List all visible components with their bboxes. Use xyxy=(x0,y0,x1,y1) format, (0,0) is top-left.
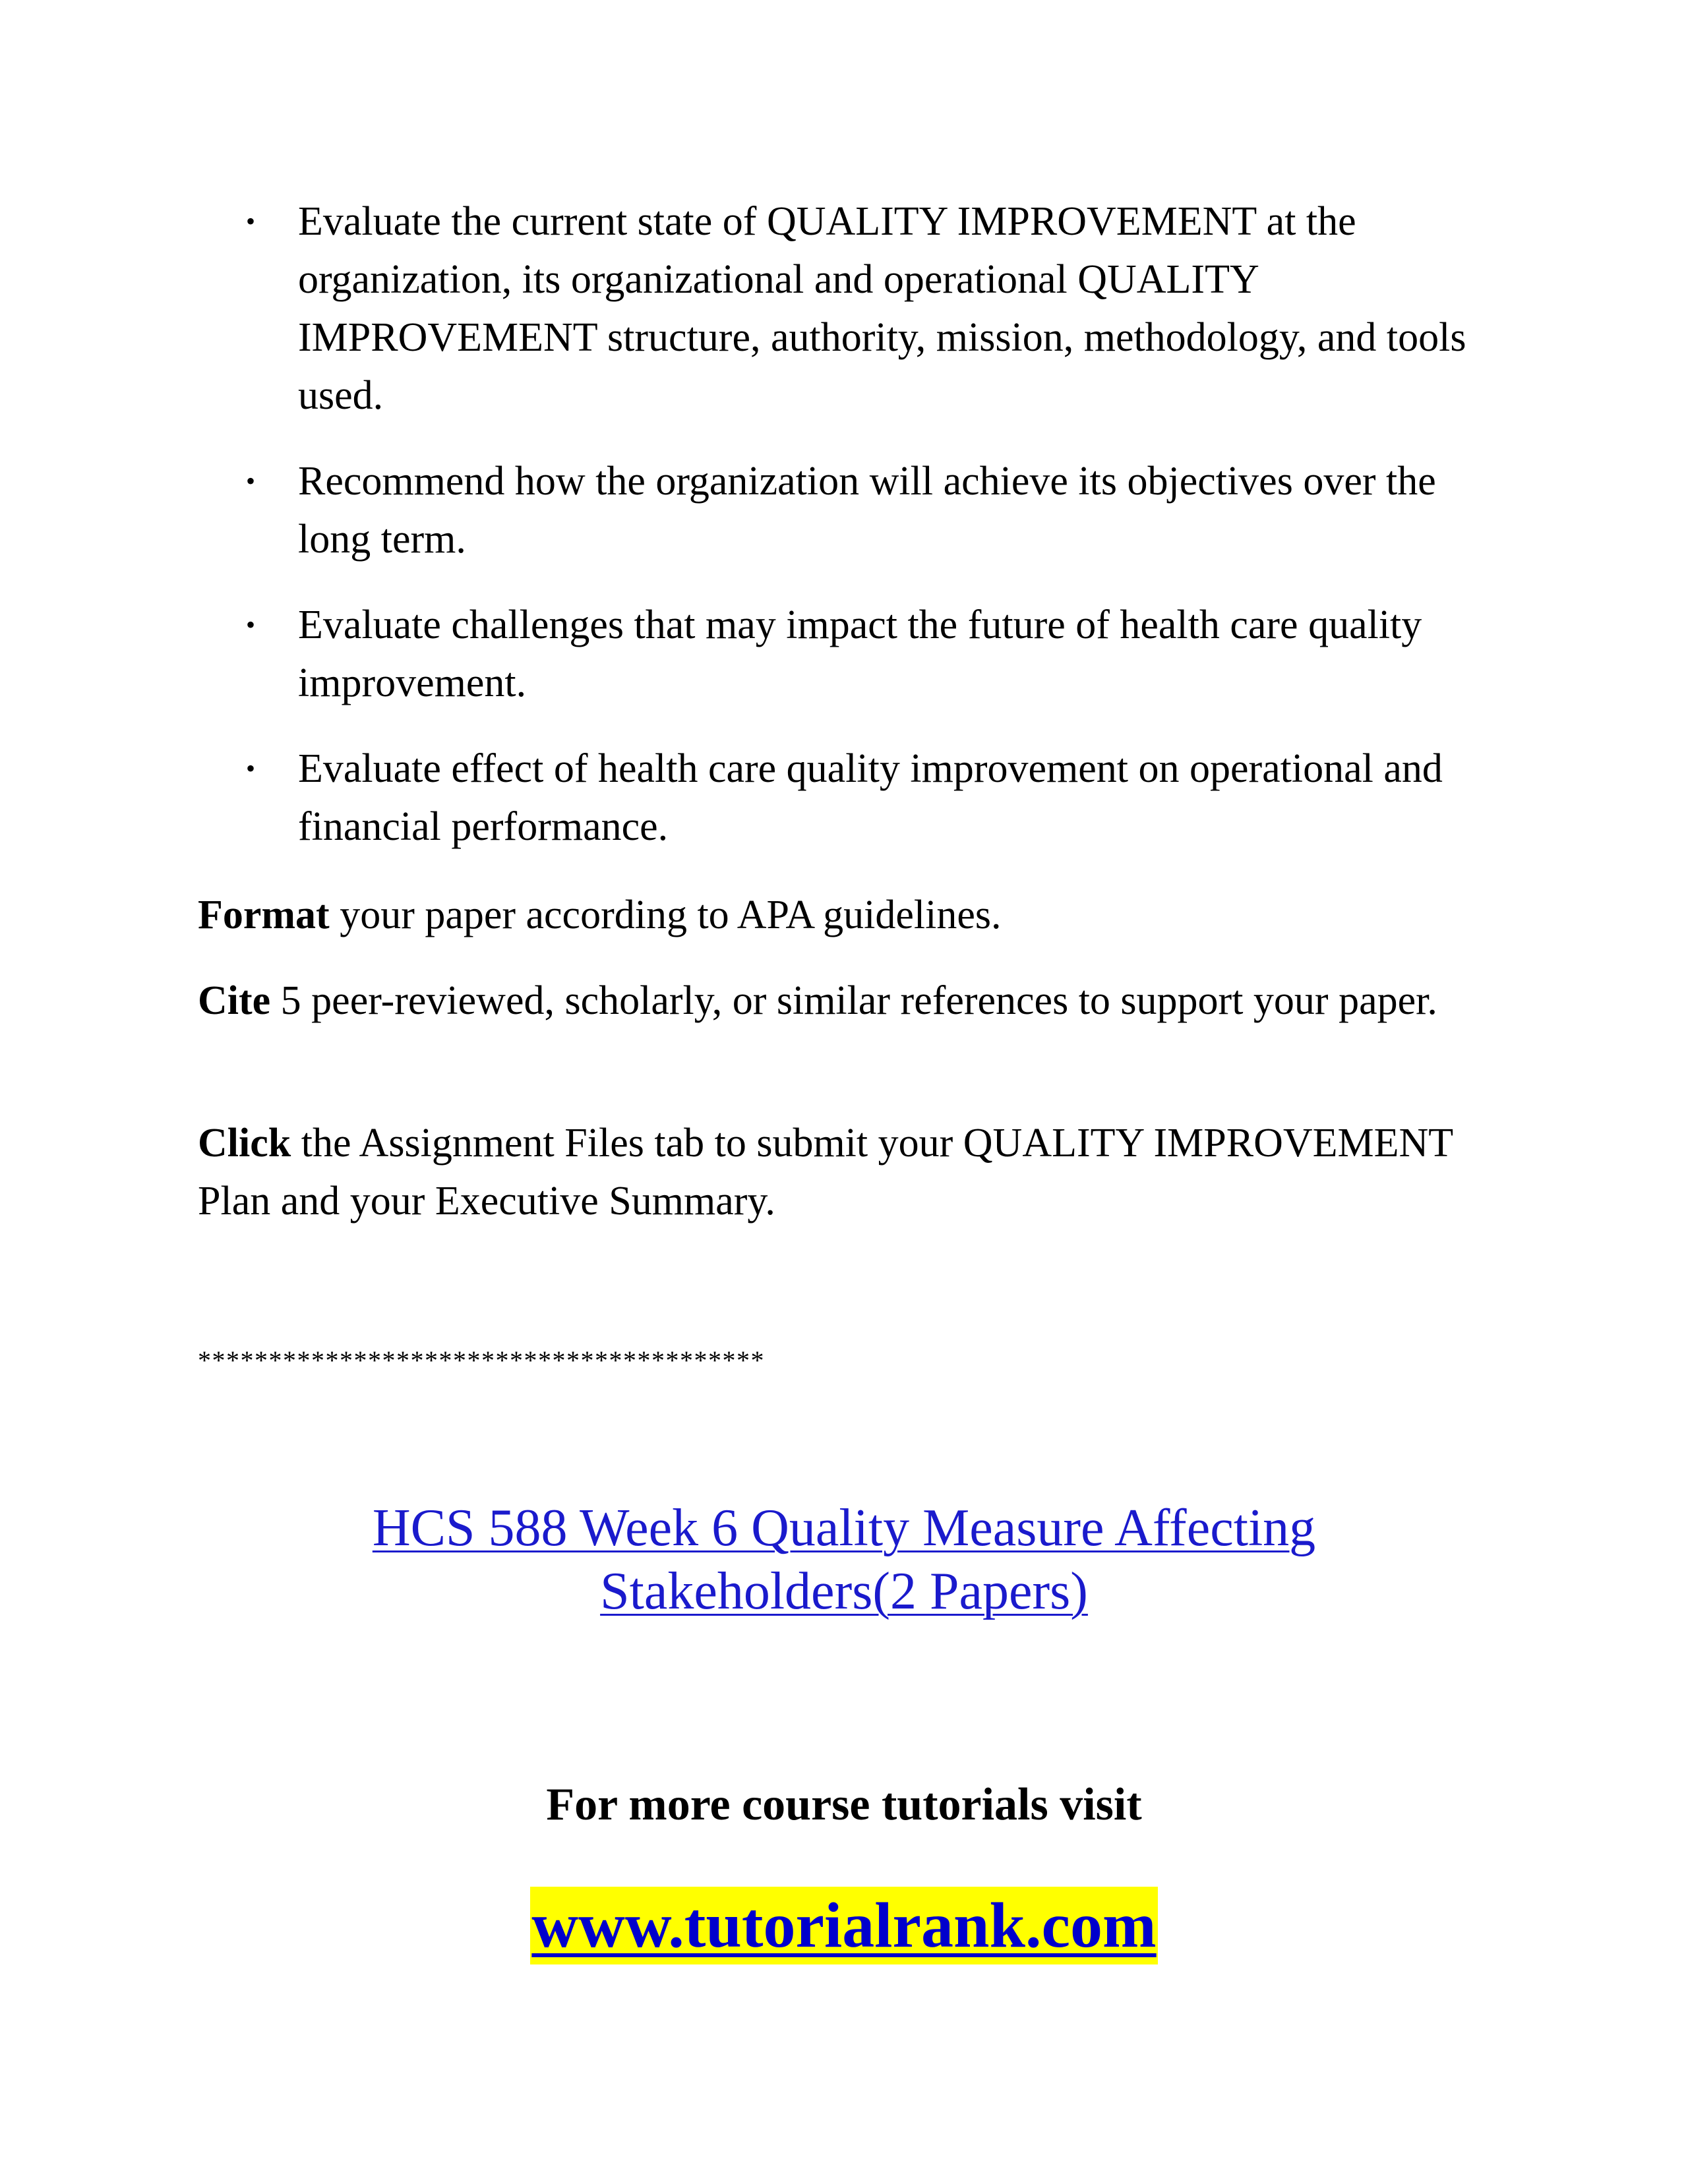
course-title-link[interactable] xyxy=(185,1496,1503,1623)
list-item xyxy=(198,192,1484,425)
click-label: Click xyxy=(198,1121,291,1166)
list-item xyxy=(198,740,1484,856)
cite-text: 5 peer-reviewed, scholarly, or similar references to support your paper. xyxy=(270,978,1437,1023)
list-item-text: Evaluate effect of health care quality improvement on operational and financial performance. xyxy=(298,746,1443,849)
list-item-text: Evaluate the current state of QUALITY IMPROVEMENT at the organization, its organizational and operational QUALITY IMPROVEMENT structure, authority, mission, methodology, and tools used. xyxy=(298,199,1466,418)
list-item-text: Recommend how the organization will achieve its objectives over the long term. xyxy=(298,459,1436,562)
click-instruction xyxy=(198,1114,1484,1230)
format-label: Format xyxy=(198,893,330,937)
list-item xyxy=(198,452,1484,568)
bullet-icon: • xyxy=(246,610,256,639)
promo-heading: For more course tutorials visit xyxy=(546,1779,1142,1830)
course-title-line-2[interactable]: Stakeholders(2 Papers) xyxy=(600,1562,1088,1620)
click-text: the Assignment Files tab to submit your QUALITY IMPROVEMENT Plan and your Executive Summary. xyxy=(198,1121,1453,1224)
cite-label: Cite xyxy=(198,978,271,1023)
cite-instruction xyxy=(198,972,1484,1030)
website-container xyxy=(0,1887,1688,1964)
separator-line: **************************************** xyxy=(198,1345,765,1375)
bullet-icon: • xyxy=(246,206,256,236)
format-text: your paper according to APA guidelines. xyxy=(329,893,1002,937)
requirements-list xyxy=(198,192,1484,883)
bullet-icon: • xyxy=(246,466,256,496)
list-item-text: Evaluate challenges that may impact the future of health care quality improvement. xyxy=(298,603,1422,705)
website-link[interactable]: www.tutorialrank.com xyxy=(530,1887,1157,1964)
course-title-line-1[interactable]: HCS 588 Week 6 Quality Measure Affecting xyxy=(372,1499,1316,1557)
bullet-icon: • xyxy=(246,753,256,783)
list-item xyxy=(198,596,1484,712)
format-instruction xyxy=(198,886,1484,944)
